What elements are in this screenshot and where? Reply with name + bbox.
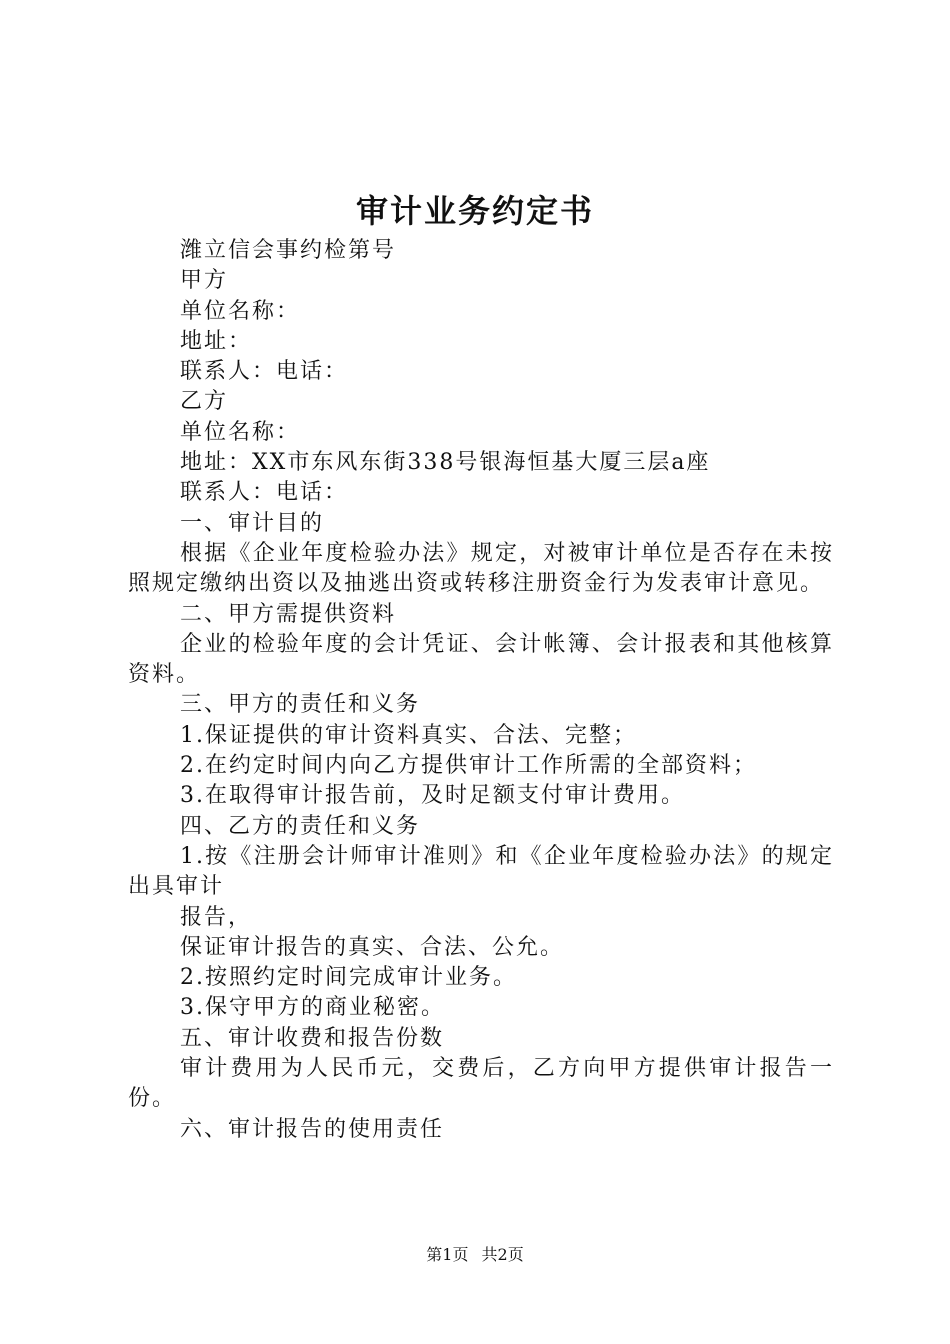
party-a-unit-name: 单位名称：	[180, 298, 301, 324]
party-b-contact: 联系人：电话：	[180, 480, 349, 506]
section-4-item-1: 1.按《注册会计师审计准则》和《企业年度检验办法》的规定出具审计	[128, 843, 834, 900]
document-title: 审计业务约定书	[355, 192, 594, 230]
section-3-heading: 三、甲方的责任和义务	[180, 692, 421, 718]
page-footer	[0, 1242, 950, 1265]
party-a-address: 地址：	[180, 328, 253, 354]
party-b-heading: 乙方	[180, 389, 229, 415]
party-b-address: 地址：XX市东风东街338号银海恒基大厦三层a座	[180, 450, 711, 476]
party-b-unit-name: 单位名称：	[180, 419, 301, 445]
page-number: 第1页	[426, 1245, 469, 1264]
section-4-item-2: 2.按照约定时间完成审计业务。	[180, 965, 517, 991]
section-2-paragraph: 企业的检验年度的会计凭证、会计帐簿、会计报表和其他核算资料。	[128, 631, 834, 688]
party-a-contact: 联系人：电话：	[180, 359, 349, 385]
page-total: 共2页	[481, 1245, 524, 1264]
section-4-heading: 四、乙方的责任和义务	[180, 813, 421, 839]
section-6-heading: 六、审计报告的使用责任	[180, 1116, 445, 1142]
section-5-heading: 五、审计收费和报告份数	[180, 1025, 445, 1051]
section-4-item-3: 3.保守甲方的商业秘密。	[180, 995, 445, 1021]
section-4-item-1-continuation: 报告，	[180, 904, 253, 930]
section-1-heading: 一、审计目的	[180, 510, 325, 536]
section-4-item-1-continuation-2: 保证审计报告的真实、合法、公允。	[180, 934, 565, 960]
section-3-item-1: 1.保证提供的审计资料真实、合法、完整；	[180, 722, 637, 748]
section-5-paragraph: 审计费用为人民币元，交费后，乙方向甲方提供审计报告一份。	[128, 1056, 834, 1112]
reference-number: 潍立信会事约检第号	[180, 238, 397, 263]
section-1-paragraph: 根据《企业年度检验办法》规定，对被审计单位是否存在未按照规定缴纳出资以及抽逃出资或转移注册资金行为发表审计意见。	[128, 540, 834, 597]
party-a-heading: 甲方	[180, 268, 229, 294]
section-3-item-3: 3.在取得审计报告前，及时足额支付审计费用。	[180, 783, 685, 809]
section-2-heading: 二、甲方需提供资料	[180, 601, 397, 627]
section-3-item-2: 2.在约定时间内向乙方提供审计工作所需的全部资料；	[180, 753, 757, 779]
document-body	[128, 236, 834, 1145]
